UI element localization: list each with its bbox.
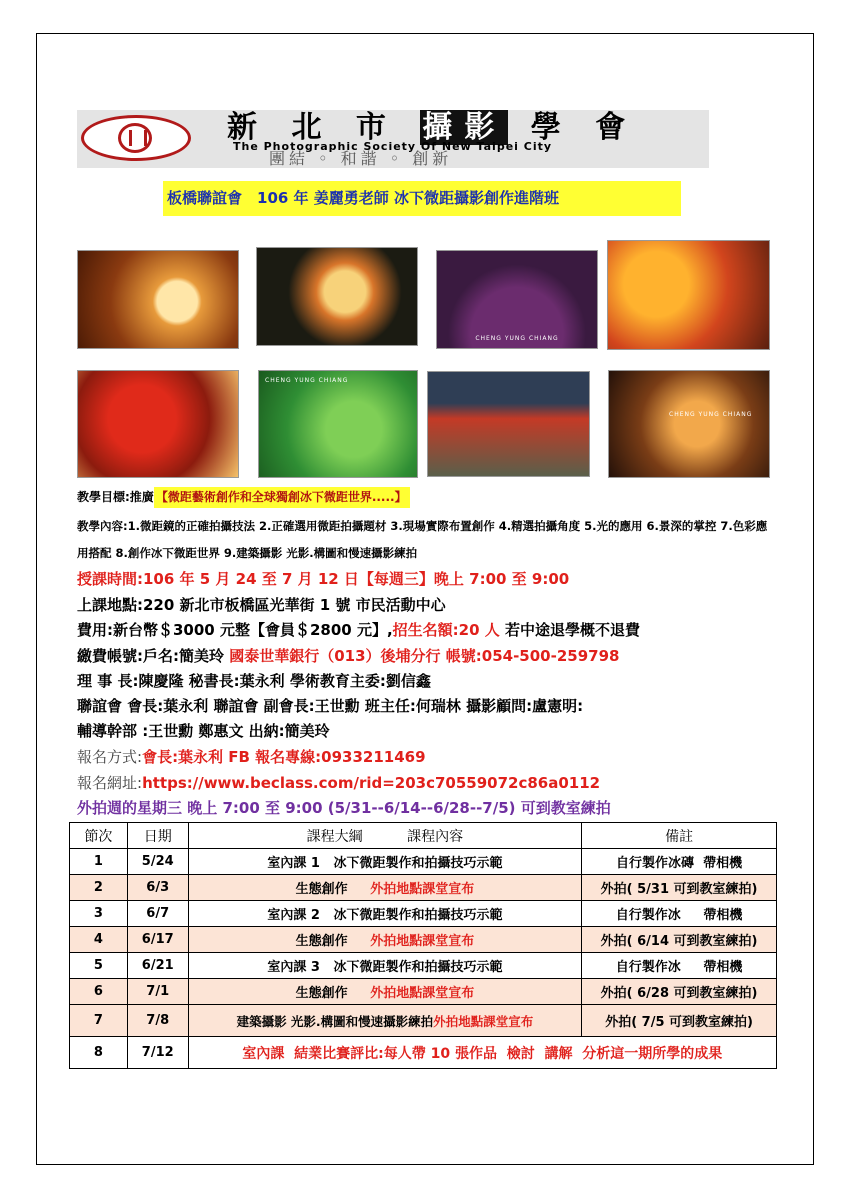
session-topic: 室內課 1 冰下微距製作和拍攝技巧示範: [188, 849, 582, 875]
sample-photo-2: [256, 247, 418, 346]
session-note: 外拍( 7/5 可到教室練拍): [582, 1005, 777, 1037]
sample-photo-7: [427, 371, 590, 477]
session-no: 2: [70, 875, 128, 901]
session-date: 7/12: [127, 1037, 188, 1069]
society-motto: 團結 ◦ 和諧 ◦ 創新: [269, 149, 453, 168]
photo-caption: CHENG YUNG CHIANG: [265, 377, 349, 384]
session-date: 6/17: [127, 927, 188, 953]
session-note: 外拍( 6/28 可到教室練拍): [582, 979, 777, 1005]
session-no: 3: [70, 901, 128, 927]
table-row: [70, 849, 777, 875]
table-header-row: [70, 823, 777, 849]
table-row: [70, 875, 777, 901]
header-session: 節次: [70, 823, 128, 849]
session-date: 5/24: [127, 849, 188, 875]
session-no: 6: [70, 979, 128, 1005]
session-no: 5: [70, 953, 128, 979]
session-topic: 生態創作 外拍地點課堂宣布: [188, 927, 582, 953]
table-row: [70, 1005, 777, 1037]
session-no: 7: [70, 1005, 128, 1037]
header-note: 備註: [582, 823, 777, 849]
society-seal-logo: [81, 115, 191, 161]
club-officers-2: 輔導幹部 :王世勳 鄭惠文 出納:簡美玲: [77, 722, 330, 740]
table-row: [70, 927, 777, 953]
session-topic: 室內課 3 冰下微距製作和拍攝技巧示範: [188, 953, 582, 979]
schedule-table: [69, 822, 777, 1069]
table-row: [70, 979, 777, 1005]
photo-caption: CHENG YUNG CHIANG: [669, 411, 753, 418]
teaching-goal: 教學目標:推廣 【微距藝術創作和全球獨創冰下微距世界.....】: [77, 488, 410, 505]
session-topic: 生態創作 外拍地點課堂宣布: [188, 979, 582, 1005]
teaching-content: 教學內容:1.微距鏡的正確拍攝技法 2.正確選用微距拍攝題材 3.現場實際布置創作 4.精選拍攝角度 5.光的應用 6.景深的掌控 7.色彩應用搭配 8.創作冰下微距世界 9.建築攝影 光影.構圖和慢速攝影練拍: [77, 519, 768, 560]
course-title: 板橋聯誼會 106 年 姜麗勇老師 冰下微距攝影創作進階班: [163, 181, 681, 216]
session-date: 7/1: [127, 979, 188, 1005]
sample-photo-3: [436, 250, 598, 349]
header-date: 日期: [127, 823, 188, 849]
club-officers: 聯誼會 會長:葉永利 聯誼會 副會長:王世勳 班主任:何瑞林 攝影顧問:盧憲明:: [77, 697, 584, 715]
sample-photo-8: [608, 370, 770, 478]
table-row: [70, 953, 777, 979]
session-note: 自行製作冰磚 帶相機: [582, 849, 777, 875]
sample-photo-5: [77, 370, 239, 478]
society-name-en: The Photographic Society Of New Taipei City: [233, 140, 553, 153]
session-date: 6/3: [127, 875, 188, 901]
session-note: 自行製作冰 帶相機: [582, 953, 777, 979]
session-topic: 生態創作 外拍地點課堂宣布: [188, 875, 582, 901]
session-date: 6/21: [127, 953, 188, 979]
class-time: 授課時間:106 年 5 月 24 至 7 月 12 日【每週三】晚上 7:00 至 9:00: [77, 570, 570, 588]
fee-info: 費用:新台幣＄3000 元整【會員＄2800 元】,招生名額:20 人 若中途退學概不退費: [77, 621, 640, 639]
practice-note: 外拍週的星期三 晚上 7:00 至 9:00 (5/31--6/14--6/28--7/5) 可到教室練拍: [77, 799, 611, 817]
board-members: 理 事 長:陳慶隆 秘書長:葉永利 學術教育主委:劉信鑫: [77, 672, 431, 690]
signup-url: 報名網址:https://www.beclass.com/rid=203c70559072c86a0112: [77, 774, 601, 792]
session-date: 6/7: [127, 901, 188, 927]
sample-photo-4: [607, 240, 770, 350]
session-topic: 室內課 2 冰下微距製作和拍攝技巧示範: [188, 901, 582, 927]
signup-method: 報名方式:會長:葉永利 FB 報名專線:0933211469: [77, 748, 426, 766]
table-row: [70, 901, 777, 927]
table-row: [70, 1037, 777, 1069]
society-banner: [77, 110, 709, 168]
session-note: 外拍( 6/14 可到教室練拍): [582, 927, 777, 953]
sample-photo-1: [77, 250, 239, 349]
session-note: 外拍( 5/31 可到教室練拍): [582, 875, 777, 901]
photo-caption: CHENG YUNG CHIANG: [475, 335, 559, 342]
class-location: 上課地點:220 新北市板橋區光華街 1 號 市民活動中心: [77, 596, 446, 614]
session-topic: 建築攝影 光影.構圖和慢速攝影練拍外拍地點課堂宣布: [188, 1005, 582, 1037]
sample-photo-6: [258, 370, 418, 478]
session-final-topic: 室內課 結業比賽評比:每人帶 10 張作品 檢討 講解 分析這一期所學的成果: [188, 1037, 776, 1069]
header-content: 課程大綱 課程內容: [188, 823, 582, 849]
session-no: 8: [70, 1037, 128, 1069]
session-note: 自行製作冰 帶相機: [582, 901, 777, 927]
payment-account: 繳費帳號:戶名:簡美玲 國泰世華銀行（013）後埔分行 帳號:054-500-259798: [77, 647, 620, 665]
society-name: 新 北 市 攝影 學 會: [227, 110, 638, 145]
session-no: 1: [70, 849, 128, 875]
session-date: 7/8: [127, 1005, 188, 1037]
session-no: 4: [70, 927, 128, 953]
